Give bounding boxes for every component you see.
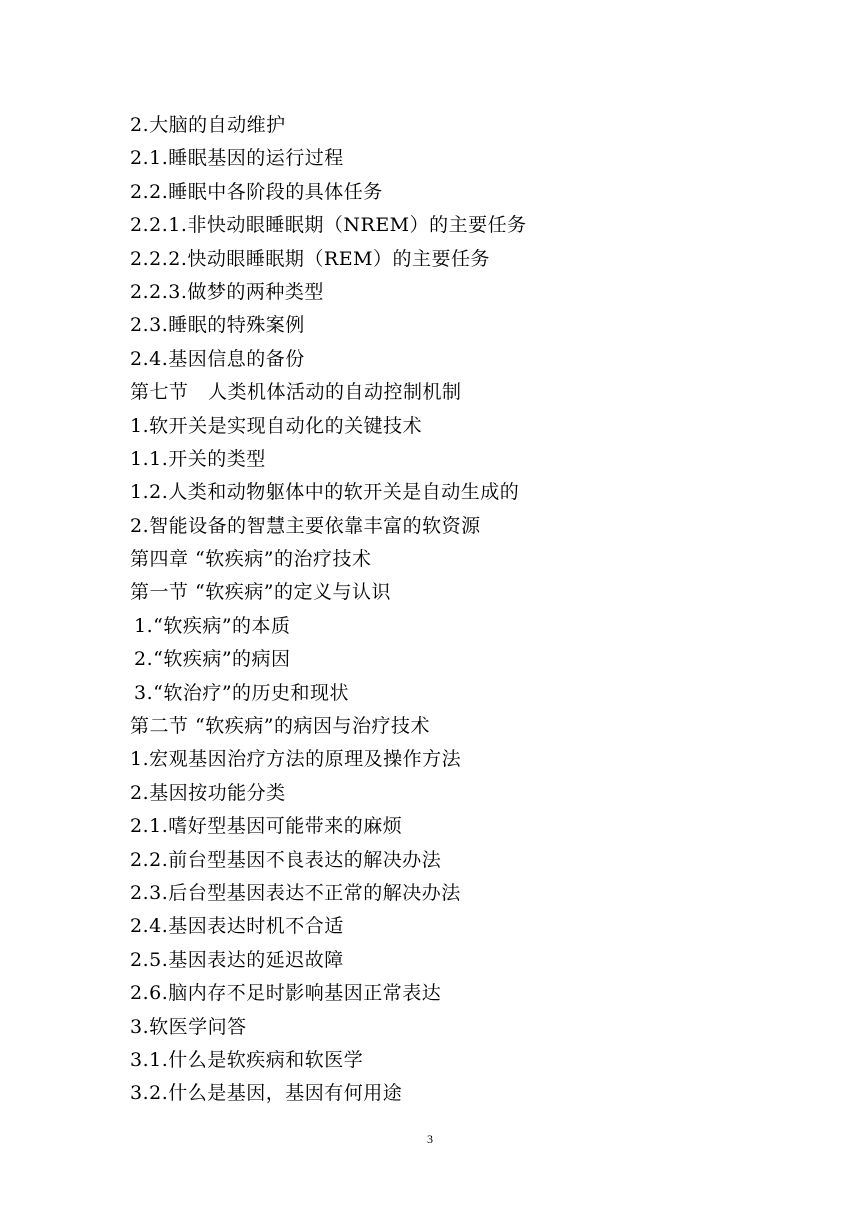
toc-line: 3.“软治疗”的历史和现状 <box>134 681 350 704</box>
toc-line: 2.3.后台型基因表达不正常的解决办法 <box>130 881 461 904</box>
toc-line: 2.基因按功能分类 <box>130 781 286 804</box>
toc-line: 1.软开关是实现自动化的关键技术 <box>130 414 423 437</box>
toc-line: 1.宏观基因治疗方法的原理及操作方法 <box>130 748 462 771</box>
toc-line: 3.2.什么是基因，基因有何用途 <box>130 1082 403 1105</box>
table-of-contents <box>130 109 790 1111</box>
toc-line: 第二节 “软疾病”的病因与治疗技术 <box>130 715 430 738</box>
toc-line: 3.软医学问答 <box>130 1015 247 1038</box>
toc-line: 2.5.基因表达的延迟故障 <box>130 948 344 971</box>
toc-line: 2.4.基因信息的备份 <box>130 347 305 370</box>
toc-line: 第四章 “软疾病”的治疗技术 <box>130 548 372 571</box>
toc-line: 1.“软疾病”的本质 <box>134 614 291 637</box>
toc-line: 1.1.开关的类型 <box>130 447 266 470</box>
toc-line: 2.智能设备的智慧主要依靠丰富的软资源 <box>130 514 481 537</box>
toc-line: 2.1.睡眠基因的运行过程 <box>130 147 344 170</box>
toc-line: 2.大脑的自动维护 <box>130 114 286 136</box>
toc-line: 2.“软疾病”的病因 <box>134 648 291 671</box>
toc-line: 第一节 “软疾病”的定义与认识 <box>130 581 391 604</box>
toc-line: 2.3.睡眠的特殊案例 <box>130 314 305 337</box>
toc-line: 3.1.什么是软疾病和软医学 <box>130 1048 364 1071</box>
toc-line: 2.6.脑内存不足时影响基因正常表达 <box>130 982 442 1005</box>
toc-line: 2.2.睡眠中各阶段的具体任务 <box>130 180 383 203</box>
toc-line: 2.2.2.快动眼睡眠期（REM）的主要任务 <box>130 247 491 270</box>
toc-line: 2.2.3.做梦的两种类型 <box>130 280 324 303</box>
toc-line: 1.2.人类和动物躯体中的软开关是自动生成的 <box>130 481 520 504</box>
toc-line: 2.2.1.非快动眼睡眠期（NREM）的主要任务 <box>130 214 527 237</box>
toc-line: 2.1.嗜好型基因可能带来的麻烦 <box>130 815 403 838</box>
toc-line: 2.4.基因表达时机不合适 <box>130 915 344 938</box>
toc-line: 2.2.前台型基因不良表达的解决办法 <box>130 848 442 871</box>
page-number: 3 <box>427 1132 433 1146</box>
toc-line: 第七节 人类机体活动的自动控制机制 <box>130 381 462 404</box>
